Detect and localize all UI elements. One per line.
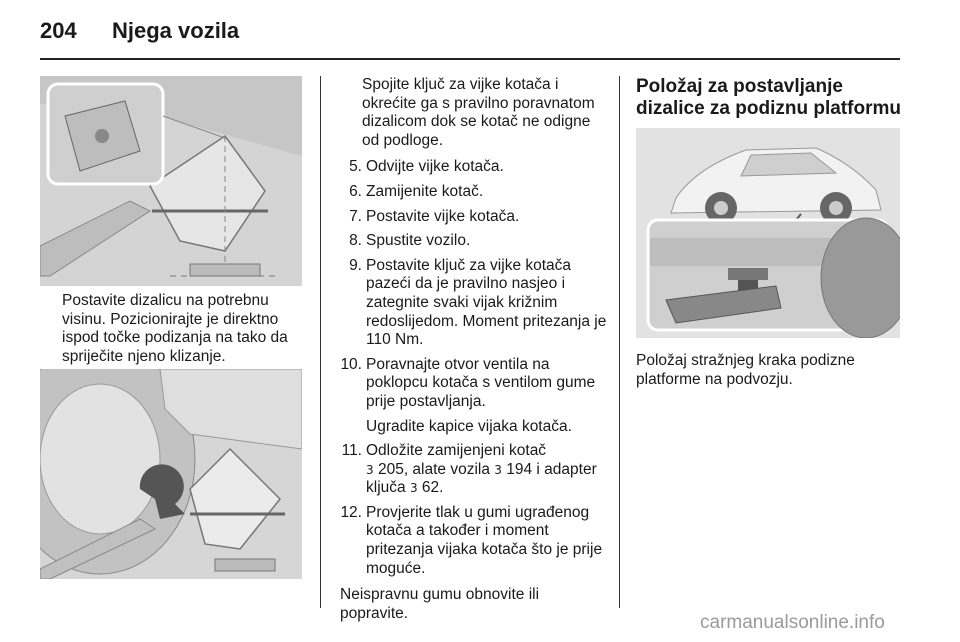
jack-position-illustration bbox=[40, 76, 302, 286]
list-item: 9. Postavite ključ za vijke kotača pazeći da je pravilno nasjeo i zategnite svaki vijak križnim redoslijedom. Moment pritezanja je 110 Nm. bbox=[349, 256, 607, 349]
section-heading: Položaj za postavljanje dizalice za podiznu platformu bbox=[636, 76, 901, 119]
page-title: Njega vozila bbox=[112, 18, 240, 43]
column-divider-left bbox=[320, 76, 321, 608]
intro-paragraph: Spojite ključ za vijke kotača i okrećite ga s pravilno poravnatom dizalicom dok se kotač ne odigne od podloge. bbox=[362, 76, 595, 149]
list-item: 6. Zamijenite kotač. bbox=[349, 182, 484, 200]
wheel-jack-illustration bbox=[40, 369, 302, 579]
watermark: carmanualsonline.info bbox=[700, 612, 885, 633]
reference-arrow-icon: 3 bbox=[409, 481, 418, 496]
reference-arrow-icon: 3 bbox=[494, 462, 502, 477]
list-item: 7. Postavite vijke kotača. bbox=[349, 207, 520, 225]
closing-paragraph: Neispravnu gumu obnovite ili popravite. bbox=[340, 586, 540, 622]
left-caption: Postavite dizalicu na potrebnu visinu. Pozicionirajte je direktno ispod točke podizanja na tako da spriječite njeno klizanje. bbox=[62, 292, 288, 365]
lift-platform-illustration bbox=[636, 128, 900, 338]
page-number: 204 bbox=[40, 18, 77, 43]
instructions-column bbox=[340, 76, 608, 623]
list-item: 11. Odložite zamijenjeni kotač 3 205, alate vozila 3 194 i adapter ključa 3 62. bbox=[341, 442, 597, 497]
list-item: 8. Spustite vozilo. bbox=[349, 232, 471, 250]
page-header bbox=[40, 18, 239, 44]
column-divider-right bbox=[619, 76, 620, 608]
header-rule bbox=[40, 58, 900, 60]
list-item: 10. Poravnajte otvor ventila na poklopcu kotača s ventilom gume prije postavljanja. Ugradite kapice vijaka kotača. bbox=[340, 355, 596, 435]
list-item: 12. Provjerite tlak u gumi ugrađenog kotača a također i moment pritezanja vijaka kotača što je prije moguće. bbox=[340, 503, 603, 577]
reference-arrow-icon: 3 bbox=[366, 462, 374, 477]
right-caption: Položaj stražnjeg kraka podizne platforme na podvozju. bbox=[636, 352, 855, 388]
list-item: 5. Odvijte vijke kotača. bbox=[349, 158, 504, 176]
